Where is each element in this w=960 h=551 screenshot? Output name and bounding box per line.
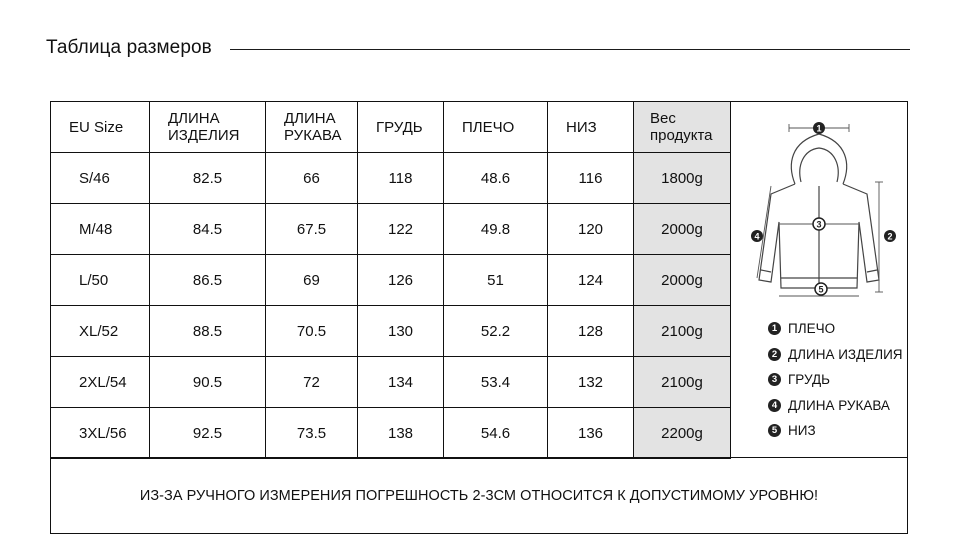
marker-shoulder (813, 122, 825, 134)
size-cell: XL/52 (51, 306, 150, 357)
shoulder-cell: 49.8 (444, 204, 548, 255)
sleeve-cell: 72 (266, 357, 358, 408)
table-row (51, 306, 731, 357)
shoulder-cell: 54.6 (444, 408, 548, 459)
column-header-shoulder: ПЛЕЧО (444, 102, 548, 153)
weight-cell: 2100g (634, 357, 731, 408)
svg-text:2: 2 (887, 231, 893, 242)
length-cell: 86.5 (150, 255, 266, 306)
chest-cell: 130 (358, 306, 444, 357)
legend-item (768, 393, 908, 419)
weight-cell: 2000g (634, 255, 731, 306)
size-cell: L/50 (51, 255, 150, 306)
chest-cell: 122 (358, 204, 444, 255)
marker-sleeve (751, 230, 763, 242)
marker-chest (813, 218, 825, 230)
column-header-size: EU Size (51, 102, 150, 153)
hem-cell: 132 (548, 357, 634, 408)
legend-number: 3 (768, 373, 781, 386)
table-row (51, 255, 731, 306)
header-divider (230, 49, 910, 50)
sleeve-cell: 73.5 (266, 408, 358, 459)
legend-number: 2 (768, 348, 781, 361)
legend-item (768, 342, 908, 368)
shoulder-cell: 51 (444, 255, 548, 306)
length-cell: 90.5 (150, 357, 266, 408)
measurement-note: ИЗ-ЗА РУЧНОГО ИЗМЕРЕНИЯ ПОГРЕШНОСТЬ 2-3СМ ОТНОСИТСЯ К ДОПУСТИМОМУ УРОВНЮ! (139, 487, 819, 504)
svg-text:3: 3 (816, 219, 822, 230)
legend-number: 4 (768, 399, 781, 412)
shoulder-cell: 48.6 (444, 153, 548, 204)
table-row (51, 357, 731, 408)
legend-label: НИЗ (788, 423, 816, 439)
hem-cell: 128 (548, 306, 634, 357)
marker-hem (815, 283, 827, 295)
size-cell: 3XL/56 (51, 408, 150, 459)
chest-cell: 138 (358, 408, 444, 459)
sleeve-cell: 67.5 (266, 204, 358, 255)
svg-text:1: 1 (816, 123, 822, 134)
length-cell: 82.5 (150, 153, 266, 204)
hem-cell: 136 (548, 408, 634, 459)
size-cell: M/48 (51, 204, 150, 255)
weight-cell: 1800g (634, 153, 731, 204)
shoulder-cell: 52.2 (444, 306, 548, 357)
column-header-hem: НИЗ (548, 102, 634, 153)
column-header-length: ДЛИНА ИЗДЕЛИЯ (150, 102, 266, 153)
table-header-row (51, 102, 731, 153)
page-title: Таблица размеров (46, 37, 212, 58)
weight-cell: 2200g (634, 408, 731, 459)
table-row (51, 408, 731, 459)
svg-text:5: 5 (818, 284, 824, 295)
column-header-weight: Вес продукта (634, 102, 731, 153)
hem-cell: 116 (548, 153, 634, 204)
length-cell: 88.5 (150, 306, 266, 357)
sleeve-cell: 69 (266, 255, 358, 306)
legend-label: ДЛИНА ИЗДЕЛИЯ (788, 346, 903, 362)
shoulder-cell: 53.4 (444, 357, 548, 408)
length-cell: 92.5 (150, 408, 266, 459)
measurement-lines (757, 124, 883, 296)
marker-length (884, 230, 896, 242)
legend-item (768, 367, 908, 393)
legend-item (768, 418, 908, 444)
length-cell: 84.5 (150, 204, 266, 255)
column-header-sleeve: ДЛИНА РУКАВА (266, 102, 358, 153)
sleeve-cell: 70.5 (266, 306, 358, 357)
legend-number: 5 (768, 424, 781, 437)
legend-label: ДЛИНА РУКАВА (788, 397, 890, 413)
table-row (51, 153, 731, 204)
hem-cell: 120 (548, 204, 634, 255)
hoodie-outline (759, 134, 879, 288)
legend-item (768, 316, 908, 342)
chest-cell: 134 (358, 357, 444, 408)
legend-label: ГРУДЬ (788, 372, 830, 388)
chest-cell: 126 (358, 255, 444, 306)
table-row (51, 204, 731, 255)
legend-label: ПЛЕЧО (788, 321, 836, 337)
legend-number: 1 (768, 322, 781, 335)
chest-cell: 118 (358, 153, 444, 204)
weight-cell: 2000g (634, 204, 731, 255)
size-table (50, 101, 731, 459)
header (46, 34, 910, 62)
hem-cell: 124 (548, 255, 634, 306)
column-header-chest: ГРУДЬ (358, 102, 444, 153)
weight-cell: 2100g (634, 306, 731, 357)
size-cell: 2XL/54 (51, 357, 150, 408)
sleeve-cell: 66 (266, 153, 358, 204)
size-cell: S/46 (51, 153, 150, 204)
measurement-legend (768, 316, 908, 444)
svg-text:4: 4 (754, 231, 760, 242)
hoodie-measurement-icon (731, 102, 907, 302)
